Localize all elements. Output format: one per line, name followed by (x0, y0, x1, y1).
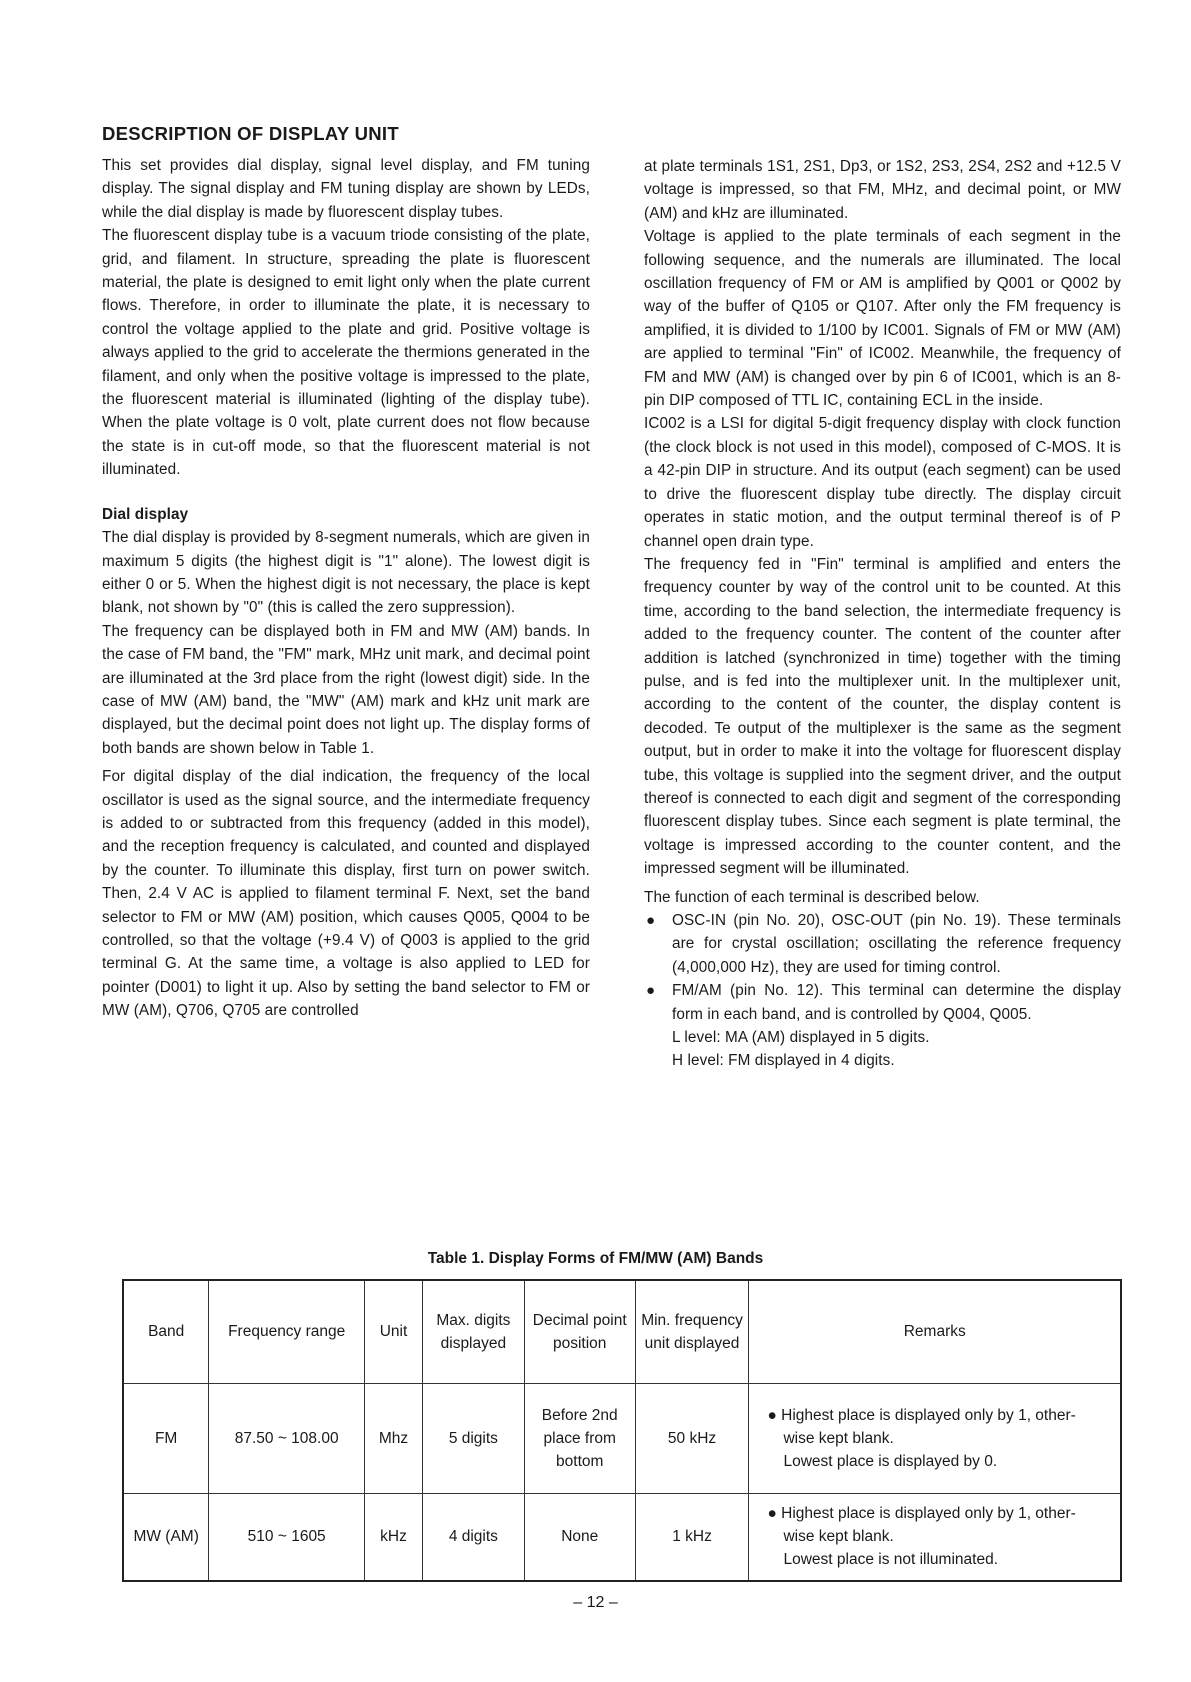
remark-line: Lowest place is not illuminated. (783, 1551, 999, 1569)
header-remarks: Remarks (749, 1280, 1121, 1383)
cell-min-frequency: 1 kHz (635, 1493, 749, 1581)
left-column (102, 122, 590, 1023)
cell-band: MW (AM) (123, 1493, 209, 1581)
cell-max-digits: 4 digits (422, 1493, 524, 1581)
header-unit: Unit (365, 1280, 423, 1383)
h-level-text: H level: FM displayed in 4 digits. (672, 1052, 895, 1070)
terminal-function-intro: The function of each terminal is described below. (644, 888, 980, 906)
cell-unit: kHz (365, 1493, 423, 1581)
table-row (123, 1383, 1121, 1493)
cell-frequency-range: 87.50 ~ 108.00 (209, 1383, 365, 1493)
voltage-sequence-paragraph: Voltage is applied to the plate terminals of each segment in the following sequence, and the numerals are illuminated. The local oscillation frequency of FM or AM is amplified by Q001 or Q002 by way of the buffer of Q105 or Q107. After only the FM frequency is amplified, it is divided to 1/100 by IC001. Signals of FM or MW (AM) are applied to terminal "Fin" of IC002. Meanwhile, the frequency of FM and MW (AM) is changed over by pin 6 of IC001, which is an 8-pin DIP composed of TTL IC, containing ECL in the inside. (644, 228, 1121, 410)
cell-max-digits: 5 digits (422, 1383, 524, 1493)
cell-band: FM (123, 1383, 209, 1493)
osc-terminal-text: OSC-IN (pin No. 20), OSC-OUT (pin No. 19). These terminals are for crystal oscillation; oscillating the reference frequency (4,000,000 Hz), they are used for timing control. (672, 912, 1121, 976)
remark-line: ● Highest place is displayed only by 1, other- (767, 1505, 1076, 1523)
remark-line: ● Highest place is displayed only by 1, other- (767, 1406, 1076, 1424)
intro-paragraph: This set provides dial display, signal level display, and FM tuning display. The signal display and FM tuning display are shown by LEDs, while the dial display is made by fluorescent display tubes. (102, 157, 590, 221)
dial-digits-paragraph: The dial display is provided by 8-segment numerals, which are given in maximum 5 digits (the highest digit is "1" alone). The lowest digit is either 0 or 5. When the highest digit is not necessary, the place is kept blank, not shown by "0" (this is called the zero suppression). (102, 529, 590, 617)
display-forms-table (122, 1279, 1122, 1582)
terminal-list-item (644, 979, 1121, 1026)
header-band: Band (123, 1280, 209, 1383)
cell-decimal-point: None (524, 1493, 635, 1581)
tube-paragraph: The fluorescent display tube is a vacuum triode consisting of the plate, grid, and filament. In structure, spreading the plate is fluorescent material, the plate is designed to emit light only when the plate current flows. Therefore, in order to illuminate the plate, it is necessary to control the voltage applied to the plate and grid. Positive voltage is always applied to the grid to accelerate the thermions generated in the filament, and only when the positive voltage is impressed to the plate, the fluorescent material is illuminated (lighting of the display tube). When the plate voltage is 0 volt, plate current does not flow because the state is in cut-off mode, so that the fluorescent material is not illuminated. (102, 227, 590, 479)
frequency-counter-paragraph: The frequency fed in "Fin" terminal is amplified and enters the frequency counter by way of the control unit to be counted. At this time, according to the band selection, the intermediate frequency is added to the frequency counter. The content of the counter after addition is latched (synchronized in time) together with the timing pulse, and is fed into the multiplexer unit. In the multiplexer unit, according to the content of the counter, the display content is decoded. Te output of the multiplexer is the same as the segment output, but in order to make it into the voltage for fluorescent display tube, this voltage is supplied into the segment driver, and the output thereof is connected to each digit and segment of the corresponding fluorescent display tubes. Since each segment is plate terminal, the voltage is impressed according to the counter content, and the impressed segment will be illuminated. (644, 555, 1121, 878)
table-caption: Table 1. Display Forms of FM/MW (AM) Bands (427, 1250, 764, 1267)
cell-unit: Mhz (365, 1383, 423, 1493)
remark-line: Lowest place is displayed by 0. (783, 1452, 998, 1470)
cell-frequency-range: 510 ~ 1605 (209, 1493, 365, 1581)
ic002-paragraph: IC002 is a LSI for digital 5-digit frequency display with clock function (the clock block is not used in this model), composed of C-MOS. It is a 42-pin DIP in structure. And its output (each segment) can be used to drive the fluorescent display tube directly. The display circuit operates in static motion, and the output terminal thereof is of P channel open drain type. (644, 415, 1121, 550)
terminal-list-item (644, 909, 1121, 979)
right-column (644, 155, 1121, 1073)
header-decimal-point: Decimal point position (524, 1280, 635, 1383)
band-display-paragraph: The frequency can be displayed both in FM and MW (AM) bands. In the case of FM band, the "FM" mark, MHz unit mark, and decimal point are illuminated at the 3rd place from the right (lowest digit) side. In the case of MW (AM) band, the "MW" (AM) mark and kHz unit mark are displayed, but the decimal point does not light up. The display forms of both bands are shown below in Table 1. (102, 622, 590, 757)
table-header-row (123, 1280, 1121, 1383)
table-row (123, 1493, 1121, 1581)
page-number: – 12 – (573, 1594, 618, 1611)
plate-terminals-paragraph: at plate terminals 1S1, 2S1, Dp3, or 1S2, 2S3, 2S4, 2S2 and +12.5 V voltage is impressed, so that FM, MHz, and decimal point, or MW (AM) and kHz are illuminated. (644, 158, 1121, 222)
terminal-list (644, 909, 1121, 1026)
l-level-text: L level: MA (AM) displayed in 5 digits. (672, 1029, 930, 1047)
fm-am-terminal-text: FM/AM (pin No. 12). This terminal can determine the display form in each band, and is controlled by Q004, Q005. (672, 982, 1121, 1023)
header-max-digits: Max. digits displayed (422, 1280, 524, 1383)
bullet-icon: ● (646, 912, 656, 929)
remark-line: wise kept blank. (783, 1429, 894, 1447)
remark-line: wise kept blank. (783, 1528, 894, 1546)
cell-decimal-point: Before 2nd place from bottom (524, 1383, 635, 1493)
cell-remarks (749, 1383, 1121, 1493)
cell-remarks (749, 1493, 1121, 1581)
header-frequency-range: Frequency range (209, 1280, 365, 1383)
cell-min-frequency: 50 kHz (635, 1383, 749, 1493)
section-heading: DESCRIPTION OF DISPLAY UNIT (102, 123, 399, 144)
digital-display-paragraph: For digital display of the dial indication, the frequency of the local oscillator is used as the signal source, and the intermediate frequency is added to or subtracted from this frequency (added in this model), and the reception frequency is calculated, and counted and displayed by the counter. To illuminate this display, first turn on power switch. Then, 2.4 V AC is applied to filament terminal F. Next, set the band selector to FM or MW (AM) position, which causes Q005, Q004 to be controlled, so that the voltage (+9.4 V) of Q003 is applied to the grid terminal G. At the same time, a voltage is also applied to LED for pointer (D001) to light it up. Also by setting the band selector to FM or MW (AM), Q706, Q705 are controlled (102, 768, 590, 1020)
header-min-frequency: Min. frequency unit displayed (635, 1280, 749, 1383)
dial-display-subheading: Dial display (102, 505, 189, 523)
bullet-icon: ● (646, 982, 656, 1000)
